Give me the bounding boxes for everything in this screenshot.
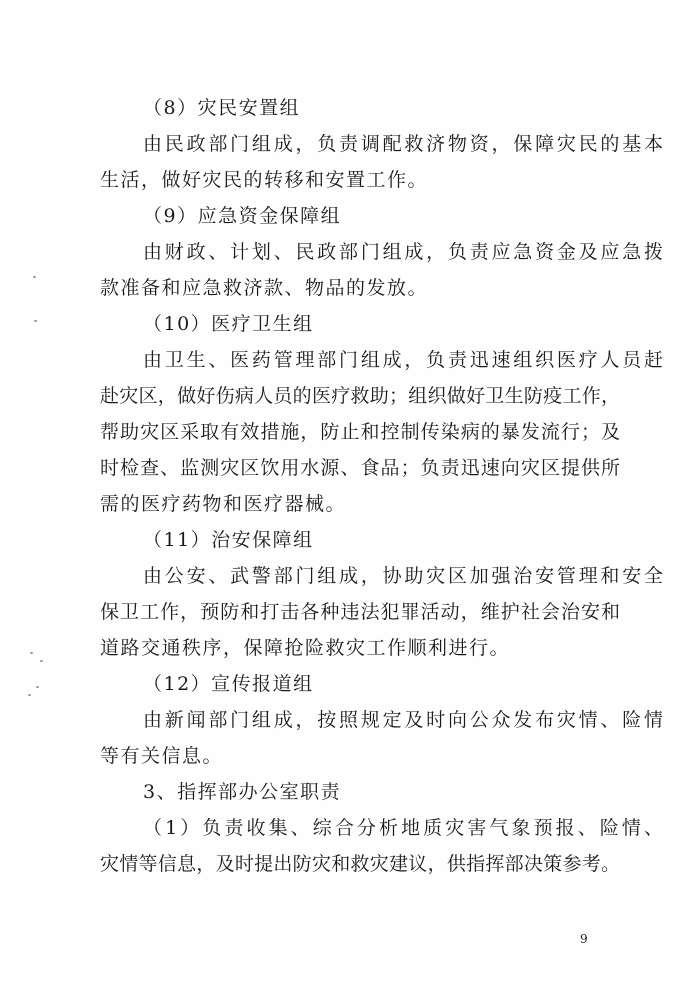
paragraph-line: 灾情等信息，及时提出防灾和救灾建议，供指挥部决策参考。 <box>100 853 620 875</box>
heading-group-12: （12）宣传报道组 <box>143 673 314 695</box>
paragraph-line: 赴灾区，做好伤病人员的医疗救助；组织做好卫生防疫工作， <box>100 385 620 407</box>
paragraph-line: 由卫生、医药管理部门组成，负责迅速组织医疗人员赶 <box>143 349 663 371</box>
section-heading-3: 3、指挥部办公室职责 <box>143 781 342 803</box>
scan-speck <box>28 694 31 696</box>
paragraph-line: 道路交通秩序，保障抢险救灾工作顺利进行。 <box>100 637 511 659</box>
heading-group-10: （10）医疗卫生组 <box>143 313 314 335</box>
paragraph-line: 时检查、监测灾区饮用水源、食品；负责迅速向灾区提供所 <box>100 457 620 479</box>
scan-speck <box>34 320 37 322</box>
paragraph-line: 款准备和应急救济款、物品的发放。 <box>100 277 429 299</box>
paragraph-line: 由财政、计划、民政部门组成，负责应急资金及应急拨 <box>143 241 663 263</box>
paragraph-line: （1）负责收集、综合分析地质灾害气象预报、险情、 <box>143 817 663 839</box>
paragraph-line: 由新闻部门组成，按照规定及时向公众发布灾情、险情 <box>143 709 663 731</box>
paragraph-line: 生活，做好灾民的转移和安置工作。 <box>100 169 429 191</box>
paragraph-line: 由公安、武警部门组成，协助灾区加强治安管理和安全 <box>143 565 663 587</box>
paragraph-line: 需的医疗药物和医疗器械。 <box>100 493 347 515</box>
scan-speck <box>30 652 33 654</box>
paragraph-line: 等有关信息。 <box>100 745 224 767</box>
heading-group-11: （11）治安保障组 <box>143 529 314 551</box>
paragraph-line: 保卫工作，预防和打击各种违法犯罪活动，维护社会治安和 <box>100 601 620 623</box>
paragraph-line: 由民政部门组成，负责调配救济物资，保障灾民的基本 <box>143 133 663 155</box>
scan-speck <box>36 686 39 688</box>
paragraph-line: 帮助灾区采取有效措施，防止和控制传染病的暴发流行；及 <box>100 421 620 443</box>
page-number: 9 <box>580 932 588 946</box>
scan-speck <box>40 660 43 662</box>
heading-group-9: （9）应急资金保障组 <box>143 205 342 227</box>
heading-group-8: （8）灾民安置组 <box>143 97 301 119</box>
scan-speck <box>33 276 36 278</box>
